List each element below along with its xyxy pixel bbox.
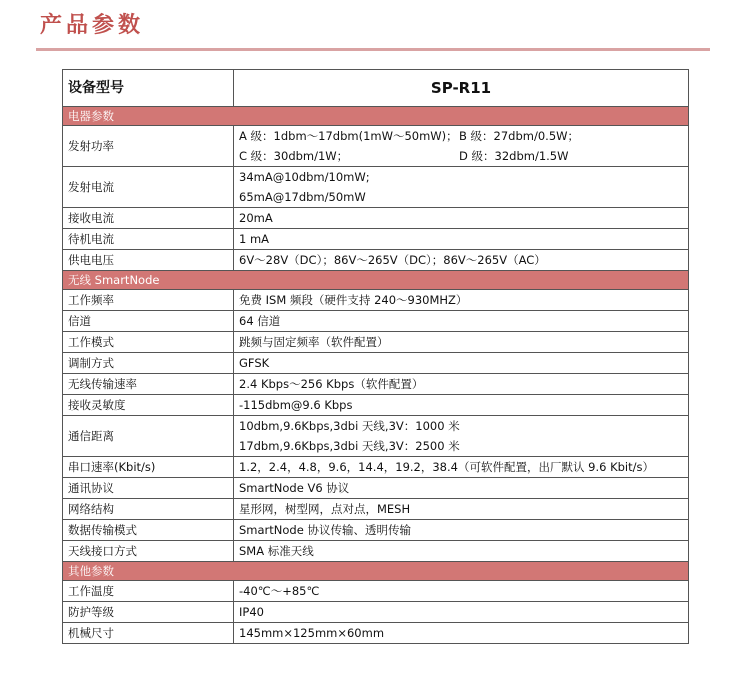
param-name: 工作模式	[63, 332, 234, 353]
table-row	[63, 374, 689, 395]
param-value	[234, 208, 689, 229]
value-text: IP40	[239, 605, 264, 619]
value-text: 星形网，树型网，点对点，MESH	[239, 502, 411, 516]
param-value	[234, 457, 689, 478]
value-line	[239, 126, 683, 146]
table-row	[63, 250, 689, 271]
table-row	[63, 167, 689, 208]
page-title: 产品参数	[40, 12, 145, 38]
value-text: 1 mA	[239, 232, 270, 246]
value-text: 20mA	[239, 211, 273, 225]
value-text: A 级：1dbm～17dbm(1mW～50mW)；	[239, 129, 458, 143]
value-text: SmartNode 协议传输、透明传输	[239, 523, 411, 537]
param-name: 信道	[63, 311, 234, 332]
param-value	[234, 126, 689, 167]
value-line	[239, 581, 683, 601]
param-value	[234, 250, 689, 271]
section-title: 电器参数	[63, 107, 689, 126]
value-text: 2.4 Kbps～256 Kbps（软件配置）	[239, 377, 424, 391]
param-name: 发射功率	[63, 126, 234, 167]
param-name: 防护等级	[63, 602, 234, 623]
param-name: 发射电流	[63, 167, 234, 208]
param-name: 通讯协议	[63, 478, 234, 499]
section-header	[63, 562, 689, 581]
value-text: 145mm×125mm×60mm	[239, 626, 385, 640]
table-header-row	[63, 70, 689, 107]
param-name: 通信距离	[63, 416, 234, 457]
param-name: 供电电压	[63, 250, 234, 271]
spec-table	[62, 69, 689, 644]
table-row	[63, 395, 689, 416]
section-title: 其他参数	[63, 562, 689, 581]
value-text: 10dbm,9.6Kbps,3dbi 天线,3V：1000 米	[239, 419, 460, 433]
header-key: 设备型号	[63, 70, 234, 107]
table-row	[63, 602, 689, 623]
param-value	[234, 395, 689, 416]
value-line	[239, 436, 683, 456]
value-line	[239, 374, 683, 394]
value-text: 34mA@10dbm/10mW;	[239, 170, 370, 184]
value-line	[239, 290, 683, 310]
value-text: C 级：30dbm/1W；	[239, 149, 349, 163]
value-line	[239, 623, 683, 643]
param-value	[234, 581, 689, 602]
value-text: -115dbm@9.6 Kbps	[239, 398, 353, 412]
table-row	[63, 290, 689, 311]
param-name: 工作频率	[63, 290, 234, 311]
value-text: 1.2，2.4，4.8，9.6，14.4，19.2，38.4（可软件配置，出厂默认 9.6 Kbit/s）	[239, 460, 654, 474]
param-name: 机械尺寸	[63, 623, 234, 644]
value-line	[239, 478, 683, 498]
table-row	[63, 457, 689, 478]
param-value	[234, 478, 689, 499]
header-model: SP-R11	[234, 70, 689, 107]
table-row	[63, 520, 689, 541]
table-row	[63, 332, 689, 353]
value-line	[239, 311, 683, 331]
table-row	[63, 623, 689, 644]
param-name: 待机电流	[63, 229, 234, 250]
value-text: B 级：27dbm/0.5W；	[459, 129, 580, 143]
param-name: 无线传输速率	[63, 374, 234, 395]
param-name: 网络结构	[63, 499, 234, 520]
param-value	[234, 353, 689, 374]
value-line	[239, 395, 683, 415]
value-line	[239, 332, 683, 352]
value-line	[239, 229, 683, 249]
param-name: 工作温度	[63, 581, 234, 602]
param-name: 接收灵敏度	[63, 395, 234, 416]
param-value	[234, 332, 689, 353]
value-text: -40℃～+85℃	[239, 584, 320, 598]
table-row	[63, 499, 689, 520]
param-value	[234, 290, 689, 311]
value-line	[239, 520, 683, 540]
value-text: D 级：32dbm/1.5W	[459, 149, 569, 163]
param-value	[234, 541, 689, 562]
section-header	[63, 271, 689, 290]
table-row	[63, 126, 689, 167]
value-text: 跳频与固定频率（软件配置）	[239, 335, 389, 349]
value-text: GFSK	[239, 356, 270, 370]
value-line	[239, 602, 683, 622]
param-value	[234, 229, 689, 250]
param-value	[234, 623, 689, 644]
value-text: SmartNode V6 协议	[239, 481, 350, 495]
param-value	[234, 416, 689, 457]
value-line	[239, 250, 683, 270]
value-line	[239, 167, 683, 187]
param-name: 串口速率(Kbit/s)	[63, 457, 234, 478]
table-row	[63, 541, 689, 562]
value-text: 6V～28V（DC）；86V～265V（DC）；86V～265V（AC）	[239, 253, 546, 267]
table-row	[63, 478, 689, 499]
section-header	[63, 107, 689, 126]
value-text: 免费 ISM 频段（硬件支持 240～930MHZ）	[239, 293, 468, 307]
value-line	[239, 541, 683, 561]
value-text: 65mA@17dbm/50mW	[239, 190, 366, 204]
param-name: 天线接口方式	[63, 541, 234, 562]
title-divider	[36, 48, 710, 51]
param-name: 数据传输模式	[63, 520, 234, 541]
table-row	[63, 416, 689, 457]
table-row	[63, 353, 689, 374]
param-value	[234, 499, 689, 520]
value-line	[239, 416, 683, 436]
param-value	[234, 374, 689, 395]
param-name: 调制方式	[63, 353, 234, 374]
value-line	[239, 146, 683, 166]
value-line	[239, 208, 683, 228]
value-text: SMA 标准天线	[239, 544, 314, 558]
value-text: 64 信道	[239, 314, 281, 328]
param-value	[234, 167, 689, 208]
table-row	[63, 208, 689, 229]
value-line	[239, 187, 683, 207]
value-line	[239, 353, 683, 373]
param-value	[234, 311, 689, 332]
table-row	[63, 581, 689, 602]
section-title: 无线 SmartNode	[63, 271, 689, 290]
table-row	[63, 311, 689, 332]
table-row	[63, 229, 689, 250]
value-line	[239, 499, 683, 519]
value-line	[239, 457, 683, 477]
param-name: 接收电流	[63, 208, 234, 229]
param-value	[234, 602, 689, 623]
param-value	[234, 520, 689, 541]
value-text: 17dbm,9.6Kbps,3dbi 天线,3V：2500 米	[239, 439, 460, 453]
